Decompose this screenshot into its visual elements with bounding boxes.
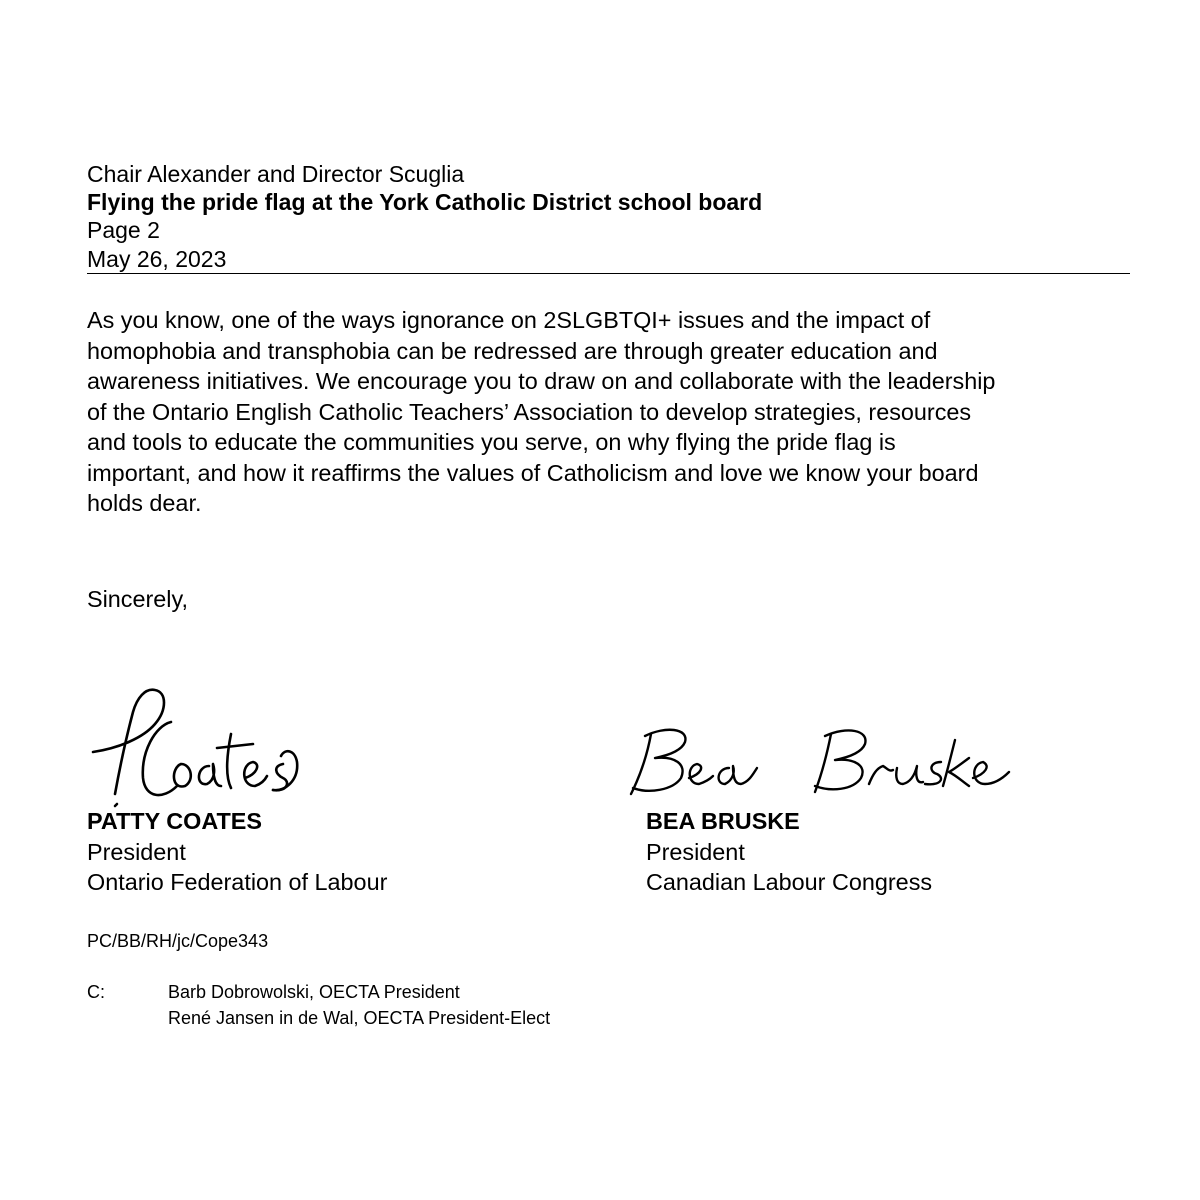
body-line: awareness initiatives. We encourage you to draw on and collaborate with the leadership [87,368,996,394]
signatory-organization: Canadian Labour Congress [646,869,933,895]
signatory-block-coates [87,806,387,898]
signature-bea-bruske [625,722,1015,802]
body-line: of the Ontario English Catholic Teachers’ Association to develop strategies, resources [87,398,972,425]
body-line: As you know, one of the ways ignorance on 2SLGBTQI+ issues and the impact of [87,307,931,333]
reference-code: PC/BB/RH/jc/Cope343 [87,931,269,951]
body-line: homophobia and transphobia can be redressed are through greater education and [87,337,938,364]
cc-recipient: René Jansen in de Wal, OECTA President-Elect [168,1008,551,1028]
closing: Sincerely, [87,586,188,612]
signatory-title: President [87,838,186,865]
signature-patty-coates [85,682,315,812]
signatory-name: BEA BRUSKE [646,808,800,834]
signatory-organization: Ontario Federation of Labour [87,869,388,895]
letter-date: May 26, 2023 [87,246,227,272]
cc-label: C: [87,982,105,1002]
addressees: Chair Alexander and Director Scuglia [87,161,465,187]
subject-line: Flying the pride flag at the York Catholic District school board [87,189,763,215]
page-number: Page 2 [87,217,160,243]
body-line: and tools to educate the communities you serve, on why flying the pride flag is [87,429,896,455]
header-divider [87,273,1130,274]
body-paragraph [87,305,1137,519]
body-line: holds dear. [87,490,202,516]
signatory-name: PATTY COATES [87,808,263,834]
body-line: important, and how it reaffirms the values of Catholicism and love we know your board [87,459,979,486]
cc-recipient: Barb Dobrowolski, OECTA President [168,982,460,1002]
signatory-title: President [646,838,745,865]
signatory-block-bruske [646,806,932,898]
